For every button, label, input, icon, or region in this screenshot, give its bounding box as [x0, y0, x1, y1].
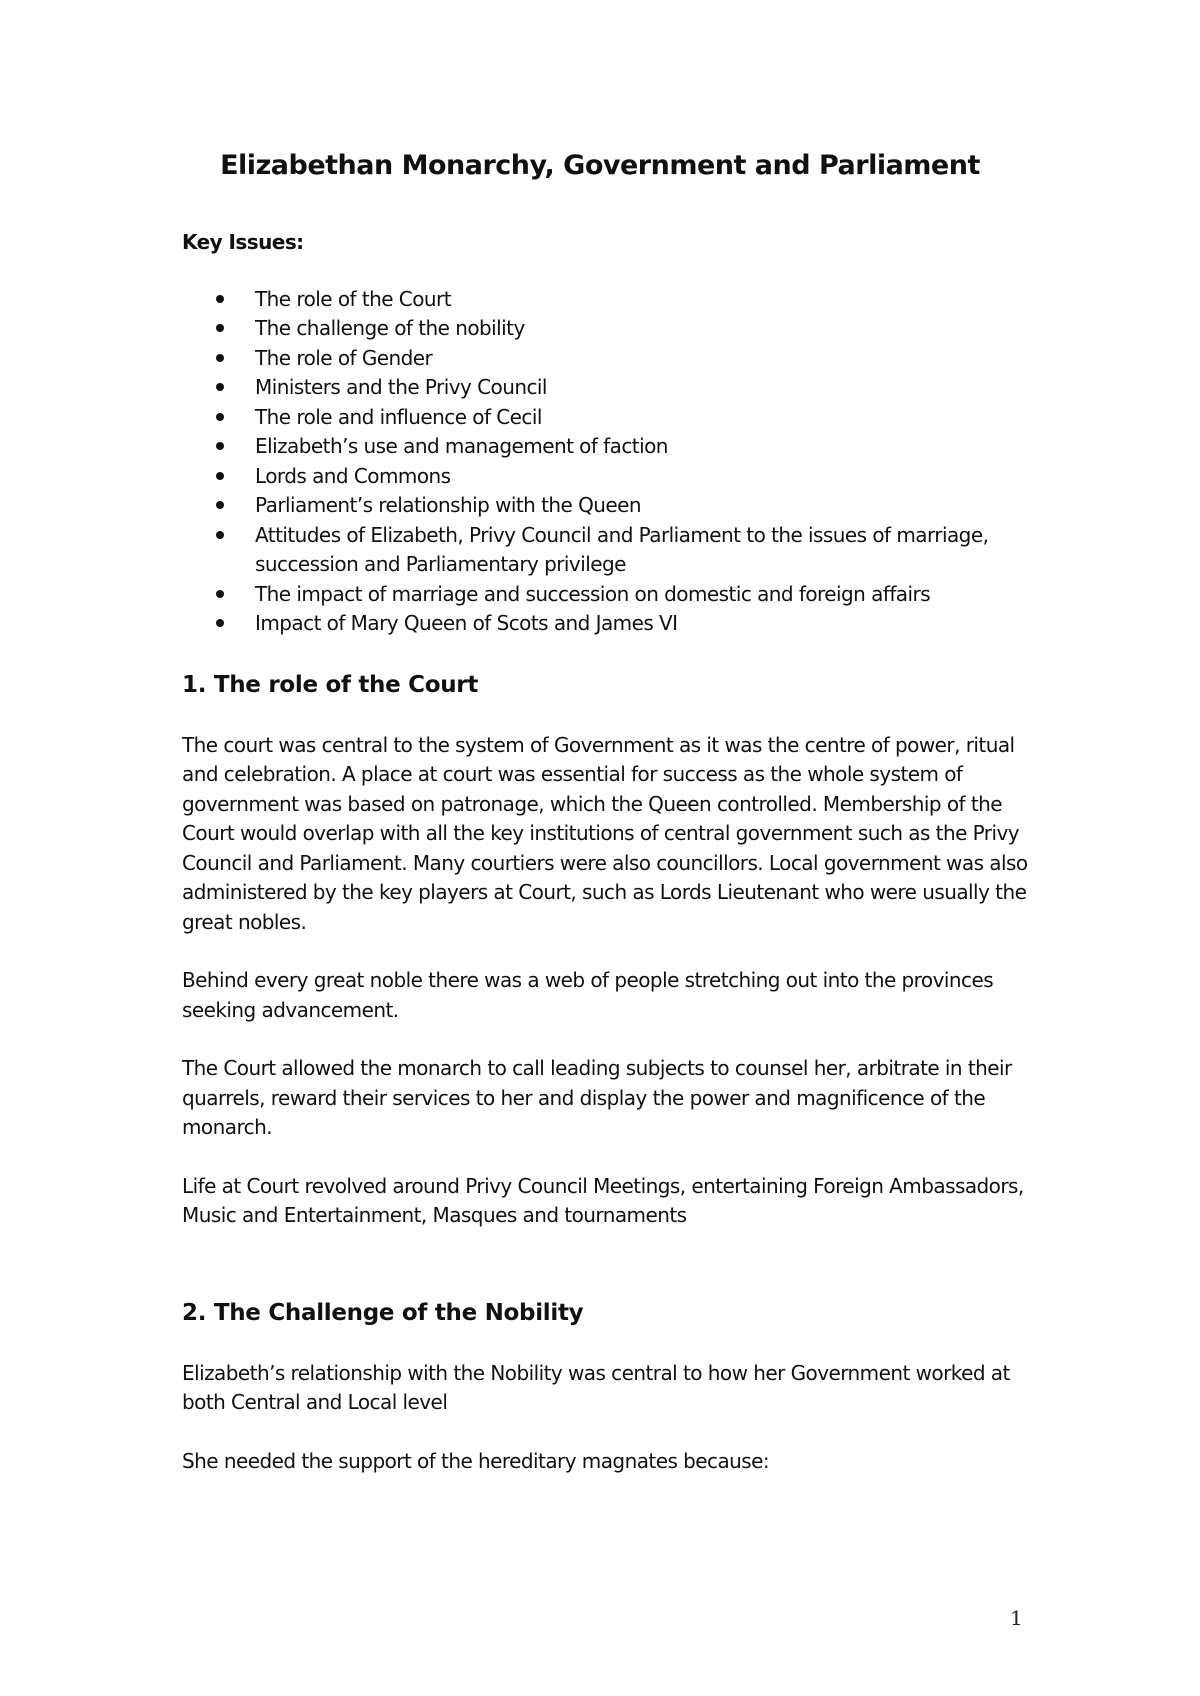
section-spacer	[182, 1260, 1042, 1296]
paragraph: The court was central to the system of Government as it was the centre of power, ritual and celebration. A place at court was essential for success as the whole system of government was based on patronage, which the Queen controlled. Membership of the Court would overlap with all the key institutions of central government such as the Privy Council and Parliament. Many courtiers were also councillors. Local government was also administered by the key players at Court, such as Lords Lieutenant who were usually the great nobles.	[182, 732, 1028, 934]
bullet-icon	[216, 383, 224, 391]
list-item: The role of Gender	[182, 344, 1042, 374]
bullet-icon	[216, 295, 224, 303]
paragraph: Life at Court revolved around Privy Council Meetings, entertaining Foreign Ambassadors, Music and Entertainment, Masques and tournaments	[182, 1173, 1024, 1227]
bullet-icon	[216, 590, 224, 598]
paragraph: The Court allowed the monarch to call leading subjects to counsel her, arbitrate in their quarrels, reward their services to her and display the power and magnificence of the monarch.	[182, 1056, 1012, 1139]
list-item: The role and influence of Cecil	[182, 403, 1042, 433]
list-item: The impact of marriage and succession on domestic and foreign affairs	[182, 580, 1042, 610]
list-item: The role of the Court	[182, 285, 1042, 315]
document-body	[182, 228, 1042, 1505]
page-number: 1	[1010, 1606, 1023, 1630]
key-issues-list	[182, 285, 1042, 639]
bullet-icon	[216, 531, 224, 539]
bullet-icon	[216, 354, 224, 362]
paragraph: She needed the support of the hereditary magnates because:	[182, 1448, 770, 1473]
key-issues-heading: Key Issues:	[182, 230, 304, 254]
list-item: Elizabeth’s use and management of faction	[182, 432, 1042, 462]
bullet-icon	[216, 619, 224, 627]
paragraph: Elizabeth’s relationship with the Nobility was central to how her Government worked at both Central and Local level	[182, 1360, 1010, 1414]
bullet-icon	[216, 324, 224, 332]
bullet-icon	[216, 413, 224, 421]
list-item: Lords and Commons	[182, 462, 1042, 492]
list-item: Impact of Mary Queen of Scots and James VI	[182, 609, 1042, 639]
bullet-icon	[216, 442, 224, 450]
document-title: Elizabethan Monarchy, Government and Parliament	[220, 150, 980, 181]
list-item: Ministers and the Privy Council	[182, 373, 1042, 403]
list-item: Parliament’s relationship with the Queen	[182, 491, 1042, 521]
bullet-icon	[216, 501, 224, 509]
list-item: Attitudes of Elizabeth, Privy Council and Parliament to the issues of marriage, succession and Parliamentary privilege	[182, 521, 1042, 580]
section-heading-challenge-of-nobility: 2. The Challenge of the Nobility	[182, 1299, 584, 1326]
paragraph: Behind every great noble there was a web of people stretching out into the provinces seeking advancement.	[182, 968, 994, 1022]
bullet-icon	[216, 472, 224, 480]
section-heading-role-of-court: 1. The role of the Court	[182, 671, 479, 698]
list-item: The challenge of the nobility	[182, 314, 1042, 344]
